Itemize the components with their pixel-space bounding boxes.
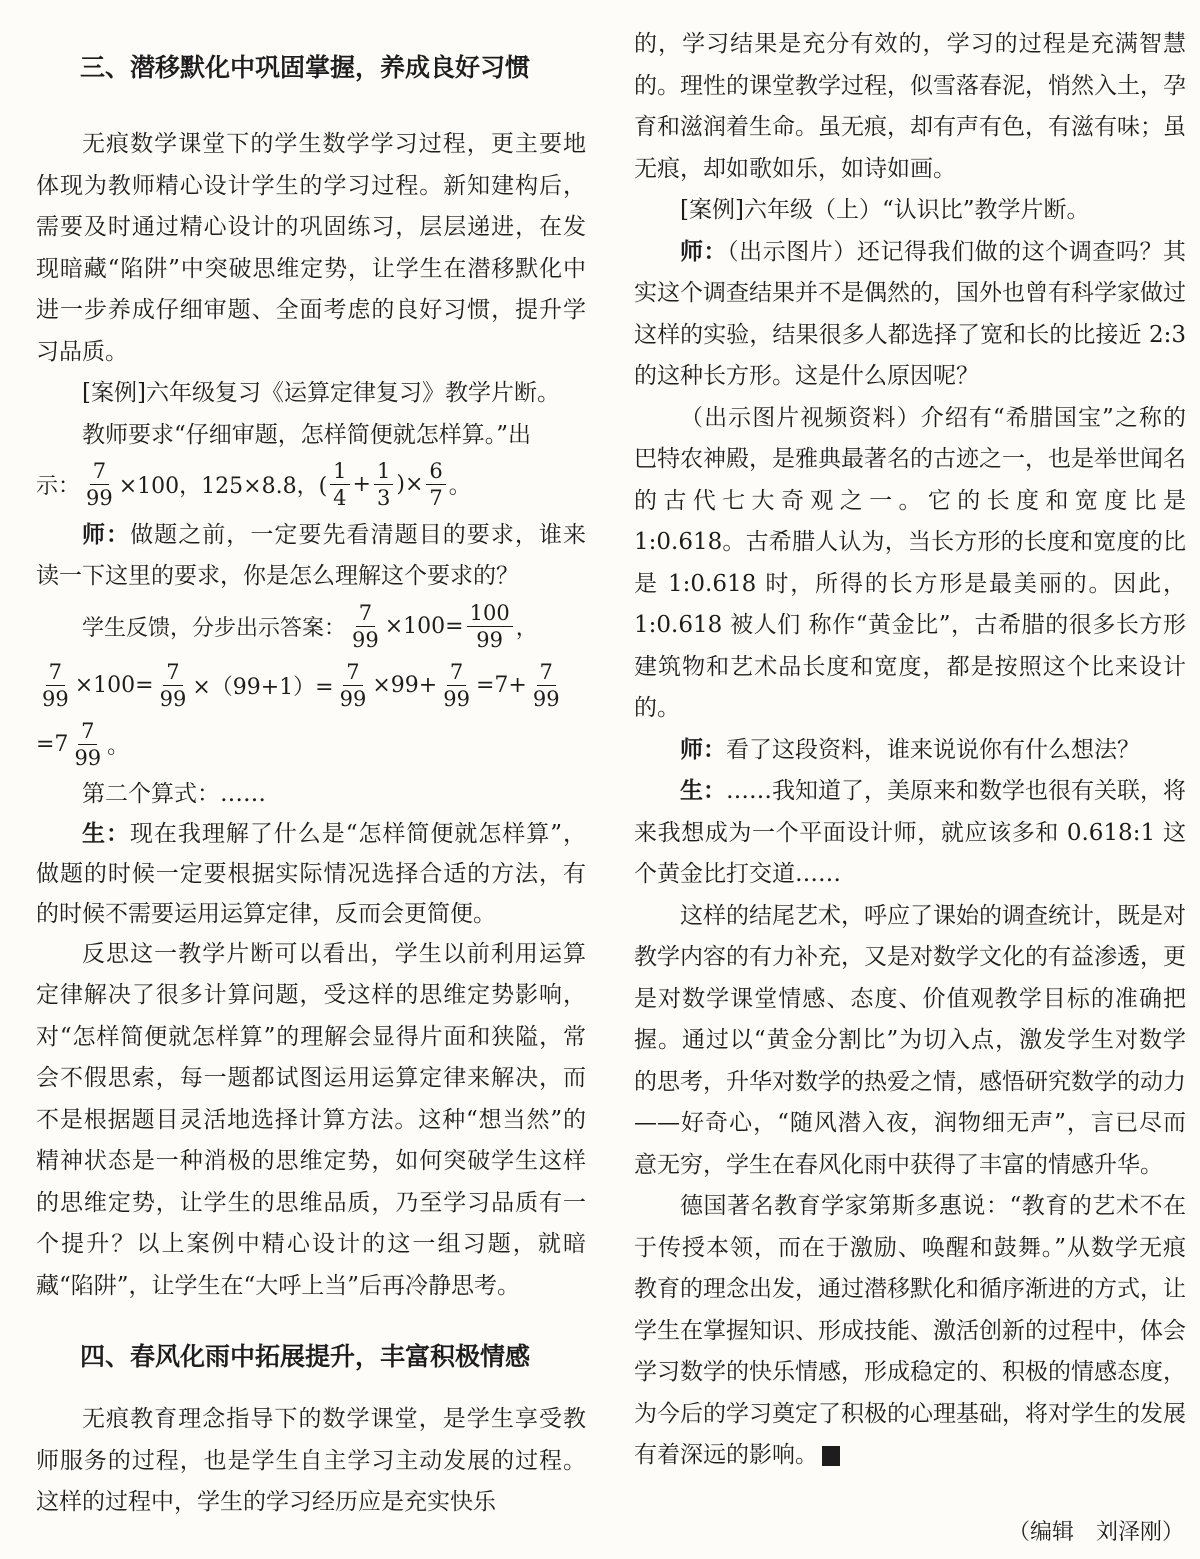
fraction: $\frac{1}{3}$ — [374, 458, 393, 511]
answer-line-2 — [36, 656, 586, 716]
section4-intro-continued: 的，学习结果是充分有效的，学习的过程是充满智慧的。理性的课堂教学过程，似雪落春泥，悄然入土，孕育和滋润着生命。虽无痕，却有声有色，有滋有味；虽无痕，却如歌如乐，如诗如画。 — [634, 31, 1186, 182]
fraction: $\frac{7}{99}$ — [159, 660, 187, 711]
editor-credit: （编辑 刘泽刚） — [1007, 1520, 1184, 1545]
fraction: $\frac{7}{99}$ — [352, 601, 379, 652]
fraction: $\frac{7}{99}$ — [42, 660, 69, 711]
closing-paragraph: 德国著名教育学家第斯多惠说：“教育的艺术不在于传授本领，而在于激励、唤醒和鼓舞。”从数学无痕教育的理念出发，通过潜移默化和循序渐进的方式，让学生在掌握知识、形成技能、激活创新的过程中，体会学习数学的快乐情感，形成稳定的、积极的情感态度，为今后的学习奠定了积极的心理基础，将对学生的发展有着深远的影响。 jc — [634, 1193, 1186, 1468]
section4-heading: 四、春风化雨中拓展提升，丰富积极情感 — [80, 1342, 531, 1371]
fraction: $\frac{7}{99}$ — [532, 660, 560, 711]
dialogue-text: 看了这段资料，谁来说说你有什么想法？ — [726, 736, 1140, 763]
right-column — [634, 0, 1186, 1477]
formula-text: ×99+ — [372, 673, 438, 698]
reflection-paragraph: 反思这一教学片断可以看出，学生以前利用运算定律解决了很多计算问题，受这样的思维定势影响，对“怎样简便就怎样算”的理解会显得片面和狭隘，常会不假思索，每一题都试图运用运算定律来解决，而不是根据题目灵活地选择计算方法。这种“想当然”的精神状态是一种消极的思维定势，如何突破学生这样的思维定势，让学生的思维品质，乃至学习品质有一个提升？以上案例中精心设计的这一组习题，就暗藏“陷阱”，让学生在“大呼上当”后再冷静思考。 — [36, 940, 586, 1299]
journal-end-logo: jc — [822, 1446, 840, 1466]
dialogue-text: （出示图片）还记得我们做的这个调查吗？其实这个调查结果并不是偶然的，国外也曾有科学家做过这样的实验，结果很多人都选择了宽和长的比接近 2:3 的这种长方形。这是什么原因呢？ — [634, 238, 1187, 389]
section4-intro: 无痕教育理念指导下的数学课堂，是学生享受教师服务的过程，也是学生自主学习主动发展的过程。这样的过程中，学生的学习经历应是充实快乐 — [36, 1406, 586, 1515]
dialogue-text: ……我知道了，美原来和数学也很有关联，将来我想成为一个平面设计师，就应该多和 0.618:1 这个黄金比打交道…… — [634, 778, 1186, 887]
fraction: $\frac{6}{7}$ — [426, 458, 445, 511]
formula-text: )× — [396, 472, 424, 497]
formula-text: + — [352, 472, 371, 497]
dialogue-student — [36, 814, 586, 934]
dialogue-teacher — [634, 730, 1186, 772]
fraction: $\frac{7}{99}$ — [74, 719, 102, 770]
formula-text: 。 — [107, 734, 130, 759]
section3-intro: 无痕数学课堂下的学生数学学习过程，更主要地体现为教师精心设计学生的学习过程。新知建构后，需要及时通过精心设计的巩固练习，层层递进，在发现暗藏“陷阱”中突破思维定势，让学生在潜移默化中进一步养成仔细审题、全面考虑的良好习惯，提升学习品质。 — [36, 131, 586, 365]
speaker-label: 生： — [680, 778, 726, 804]
speaker-label: 师： — [680, 238, 728, 265]
fraction: $\frac{7}{99}$ — [443, 660, 470, 711]
formula-text: =7 — [36, 732, 69, 757]
dialogue-teacher — [36, 515, 586, 598]
answer-line-3 — [36, 716, 586, 774]
formula-text: ， — [515, 616, 538, 641]
speaker-label: 生： — [82, 820, 130, 847]
fraction: $\frac{1}{4}$ — [330, 458, 349, 511]
second-formula-note: 第二个算式：…… — [82, 780, 266, 807]
fraction: $\frac{100}{99}$ — [467, 600, 513, 653]
speaker-label: 师： — [82, 521, 131, 548]
dialogue-teacher — [634, 232, 1186, 398]
case-label: [案例]六年级复习《运算定律复习》教学片断。 — [82, 380, 560, 406]
formula-text: ×100，125×8.8，( — [118, 474, 328, 499]
show-label: 示： — [36, 474, 81, 499]
fraction: $\frac{7}{99}$ — [86, 459, 113, 510]
formula-text: ×100= — [74, 673, 154, 698]
left-column — [36, 0, 586, 1524]
feedback-label: 学生反馈，分步出示答案： — [82, 616, 347, 641]
formula-text: ×100= — [384, 614, 464, 639]
speaker-label: 师： — [680, 736, 726, 763]
dialogue-student — [634, 771, 1186, 896]
answer-line-1 — [36, 598, 586, 656]
dialogue-text: 做题之前，一定要先看清题目的要求，谁来读一下这里的要求，你是怎么理解这个要求的？ — [36, 521, 587, 589]
formula-text: =7+ — [475, 673, 527, 698]
dialogue-text: 现在我理解了什么是“怎样简便就怎样算”，做题的时候一定要根据实际情况选择合适的方法，有的时候不需要运用运算定律，反而会更简便。 — [36, 820, 586, 927]
case-label: [案例]六年级（上）“认识比”教学片断。 — [680, 197, 1090, 223]
video-material-paragraph: （出示图片视频资料）介绍有“希腊国宝”之称的巴特农神殿，是雅典最著名的古迹之一，也是举世闻名的古代七大奇观之一。它的长度和宽度比是 1:0.618。古希腊人认为，当长方形的长度和宽度的比是 1:0.618 时，所得的长方形是最美丽的。因此，1:0.618 被人们 称作“黄金比”，古希腊的很多长方形建筑物和艺术品长度和宽度，都是按照这个比来设计的。 — [634, 404, 1186, 721]
fraction: $\frac{7}{99}$ — [339, 660, 367, 711]
formula-text: 。 — [448, 474, 471, 499]
formula-text: ×（99+1）= — [192, 675, 334, 700]
teacher-requirement: 教师要求“仔细审题，怎样简便就怎样算。”出 — [82, 421, 532, 448]
section3-heading: 三、潜移默化中巩固掌握，养成良好习惯 — [80, 53, 531, 82]
conclusion-paragraph: 这样的结尾艺术，呼应了课始的调查统计，既是对教学内容的有力补充，又是对数学文化的有益渗透，更是对数学课堂情感、态度、价值观教学目标的准确把握。通过以“黄金分割比”为切入点，激发学生对数学的思考，升华对数学的热爱之情，感悟研究数学的动力——好奇心，“随风潜入夜，润物细无声”，言已尽而意无穷，学生在春风化雨中获得了丰富的情感升华。 — [634, 902, 1186, 1178]
exercise-formulas — [36, 455, 586, 515]
